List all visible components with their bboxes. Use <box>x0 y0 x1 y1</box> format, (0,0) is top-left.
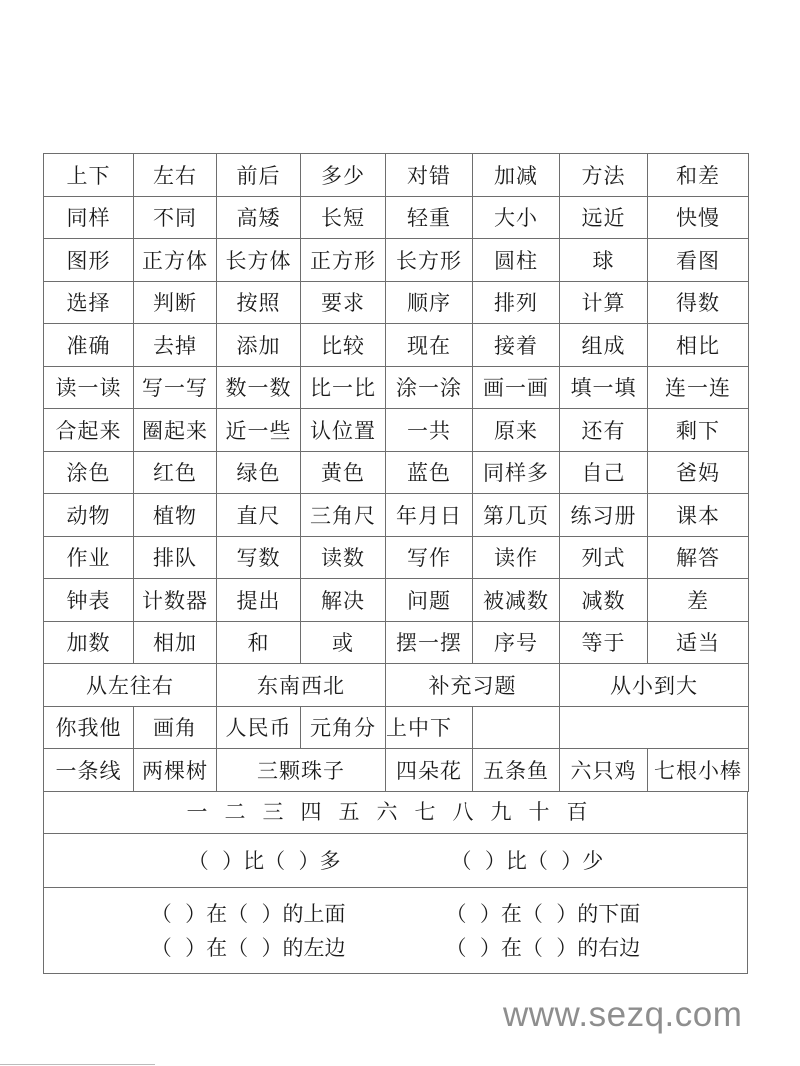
word-cell: 大小 <box>473 196 560 239</box>
word-cell: 或 <box>301 621 386 664</box>
word-cell: 选择 <box>44 281 134 324</box>
word-cell: 计数器 <box>134 579 217 622</box>
count-row <box>44 749 749 792</box>
word-cell: 准确 <box>44 324 134 367</box>
word-cell: 接着 <box>473 324 560 367</box>
word-cell: 写数 <box>217 536 301 579</box>
word-cell: 两棵树 <box>134 749 217 792</box>
word-cell: 一共 <box>386 409 473 452</box>
more-than-phrase: （ ）比（ ）多 <box>187 849 341 873</box>
word-cell: 按照 <box>217 281 301 324</box>
grid-row <box>44 239 749 282</box>
chinese-numerals-row: 一二三四五六七八九十百 <box>43 792 748 834</box>
empty-cell <box>473 706 560 749</box>
word-cell: 排队 <box>134 536 217 579</box>
word-cell: 蓝色 <box>386 451 473 494</box>
word-cell: 补充习题 <box>386 664 560 707</box>
word-cell: 解答 <box>648 536 749 579</box>
word-cell: 得数 <box>648 281 749 324</box>
word-cell: 等于 <box>560 621 648 664</box>
word-cell: 写一写 <box>134 366 217 409</box>
word-cell: 被减数 <box>473 579 560 622</box>
word-cell: 差 <box>648 579 749 622</box>
word-cell: 从小到大 <box>560 664 749 707</box>
word-cell: 元角分 <box>301 706 386 749</box>
word-cell: 从左往右 <box>44 664 217 707</box>
word-cell: 直尺 <box>217 494 301 537</box>
word-cell: 涂色 <box>44 451 134 494</box>
word-cell: 长方体 <box>217 239 301 282</box>
word-cell: 图形 <box>44 239 134 282</box>
word-cell: 三角尺 <box>301 494 386 537</box>
less-than-phrase: （ ）比（ ）少 <box>450 849 604 873</box>
mixed-row <box>44 706 749 749</box>
word-cell: 东南西北 <box>217 664 386 707</box>
grid-row <box>44 366 749 409</box>
word-cell: 同样多 <box>473 451 560 494</box>
word-cell: 数一数 <box>217 366 301 409</box>
word-cell: 远近 <box>560 196 648 239</box>
word-cell: 组成 <box>560 324 648 367</box>
word-cell: 自己 <box>560 451 648 494</box>
word-cell: 长方形 <box>386 239 473 282</box>
word-cell: 不同 <box>134 196 217 239</box>
word-cell: 年月日 <box>386 494 473 537</box>
word-cell: 相比 <box>648 324 749 367</box>
word-cell: 相加 <box>134 621 217 664</box>
vocabulary-sheet <box>43 153 748 974</box>
grid-row <box>44 621 749 664</box>
word-cell: 现在 <box>386 324 473 367</box>
word-cell: 对错 <box>386 154 473 197</box>
word-cell: 序号 <box>473 621 560 664</box>
word-cell: 作业 <box>44 536 134 579</box>
word-cell: 读一读 <box>44 366 134 409</box>
position-pair <box>44 932 747 962</box>
above-phrase: （ ）在（ ）的上面 <box>150 902 346 926</box>
empty-cell <box>560 706 749 749</box>
grid-row <box>44 281 749 324</box>
below-phrase: （ ）在（ ）的下面 <box>445 902 641 926</box>
word-cell: 写作 <box>386 536 473 579</box>
word-cell: 要求 <box>301 281 386 324</box>
left-phrase: （ ）在（ ）的左边 <box>150 936 346 960</box>
word-cell: 你我他 <box>44 706 134 749</box>
word-cell: 填一填 <box>560 366 648 409</box>
word-cell: 去掉 <box>134 324 217 367</box>
word-cell: 上中下 <box>386 706 473 749</box>
word-cell: 认位置 <box>301 409 386 452</box>
word-cell: 长短 <box>301 196 386 239</box>
word-cell: 四朵花 <box>386 749 473 792</box>
word-cell: 摆一摆 <box>386 621 473 664</box>
word-cell: 顺序 <box>386 281 473 324</box>
grid-row <box>44 451 749 494</box>
word-cell: 球 <box>560 239 648 282</box>
word-cell: 添加 <box>217 324 301 367</box>
divider <box>0 1064 155 1065</box>
word-cell: 连一连 <box>648 366 749 409</box>
word-cell: 和 <box>217 621 301 664</box>
word-cell: 黄色 <box>301 451 386 494</box>
word-cell: 方法 <box>560 154 648 197</box>
word-cell: 正方形 <box>301 239 386 282</box>
word-cell: 练习册 <box>560 494 648 537</box>
word-cell: 钟表 <box>44 579 134 622</box>
word-cell: 看图 <box>648 239 749 282</box>
word-cell: 左右 <box>134 154 217 197</box>
word-cell: 加减 <box>473 154 560 197</box>
word-cell: 和差 <box>648 154 749 197</box>
word-cell: 三颗珠子 <box>217 749 386 792</box>
word-cell: 读作 <box>473 536 560 579</box>
word-cell: 植物 <box>134 494 217 537</box>
word-cell: 适当 <box>648 621 749 664</box>
word-cell: 圈起来 <box>134 409 217 452</box>
word-cell: 提出 <box>217 579 301 622</box>
word-cell: 排列 <box>473 281 560 324</box>
word-cell: 比一比 <box>301 366 386 409</box>
word-cell: 圆柱 <box>473 239 560 282</box>
word-cell: 红色 <box>134 451 217 494</box>
word-cell: 快慢 <box>648 196 749 239</box>
word-cell: 列式 <box>560 536 648 579</box>
word-cell: 六只鸡 <box>560 749 648 792</box>
grid-row <box>44 409 749 452</box>
word-cell: 问题 <box>386 579 473 622</box>
word-cell: 解决 <box>301 579 386 622</box>
word-cell: 合起来 <box>44 409 134 452</box>
word-cell: 人民币 <box>217 706 301 749</box>
word-cell: 轻重 <box>386 196 473 239</box>
word-cell: 读数 <box>301 536 386 579</box>
vocabulary-grid <box>43 153 749 792</box>
word-cell: 第几页 <box>473 494 560 537</box>
word-cell: 同样 <box>44 196 134 239</box>
word-cell: 涂一涂 <box>386 366 473 409</box>
word-cell: 减数 <box>560 579 648 622</box>
word-cell: 高矮 <box>217 196 301 239</box>
word-cell: 近一些 <box>217 409 301 452</box>
word-cell: 一条线 <box>44 749 134 792</box>
word-cell: 五条鱼 <box>473 749 560 792</box>
position-pair <box>44 898 747 928</box>
right-phrase: （ ）在（ ）的右边 <box>445 936 641 960</box>
word-cell: 上下 <box>44 154 134 197</box>
word-cell: 比较 <box>301 324 386 367</box>
word-cell: 多少 <box>301 154 386 197</box>
direction-row <box>44 664 749 707</box>
word-cell: 原来 <box>473 409 560 452</box>
word-cell: 课本 <box>648 494 749 537</box>
word-cell: 正方体 <box>134 239 217 282</box>
grid-row <box>44 324 749 367</box>
word-cell: 动物 <box>44 494 134 537</box>
grid-row <box>44 154 749 197</box>
word-cell: 绿色 <box>217 451 301 494</box>
word-cell: 剩下 <box>648 409 749 452</box>
grid-row <box>44 494 749 537</box>
word-cell: 前后 <box>217 154 301 197</box>
word-cell: 判断 <box>134 281 217 324</box>
word-cell: 计算 <box>560 281 648 324</box>
word-cell: 画角 <box>134 706 217 749</box>
grid-row <box>44 536 749 579</box>
comparison-row <box>43 834 748 888</box>
grid-row <box>44 196 749 239</box>
word-cell: 加数 <box>44 621 134 664</box>
position-row <box>43 888 748 974</box>
word-cell: 七根小棒 <box>648 749 749 792</box>
grid-row <box>44 579 749 622</box>
watermark: www.sezq.com <box>503 995 743 1034</box>
word-cell: 画一画 <box>473 366 560 409</box>
word-cell: 还有 <box>560 409 648 452</box>
word-cell: 爸妈 <box>648 451 749 494</box>
